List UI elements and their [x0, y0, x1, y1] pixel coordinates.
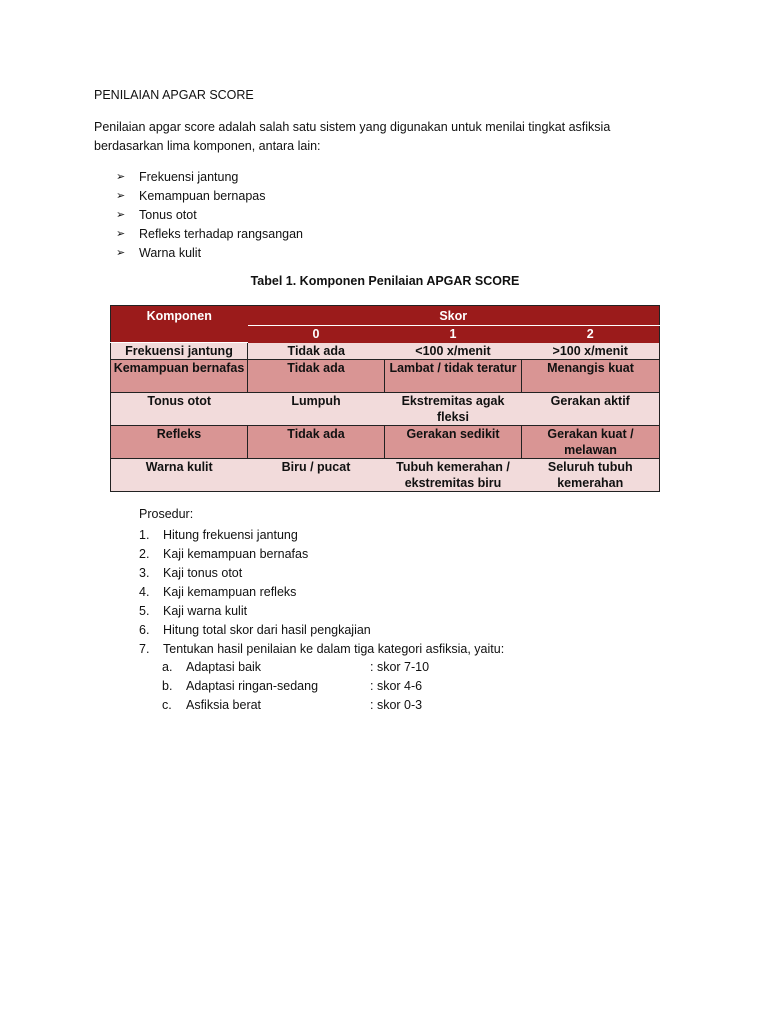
cell-score-1: Gerakan sedikit [385, 426, 522, 459]
intro-line-2: berdasarkan lima komponen, antara lain: [94, 139, 321, 153]
list-item: 1. Hitung frekuensi jantung [139, 528, 298, 542]
cell-component: Frekuensi jantung [111, 343, 248, 360]
procedure-steps [139, 526, 504, 659]
list-item: ➢ Warna kulit [116, 244, 303, 263]
arrow-bullet-icon: ➢ [116, 190, 126, 202]
table-caption: Tabel 1. Komponen Penilaian APGAR SCORE [250, 274, 520, 288]
table-row [111, 360, 660, 393]
cell-score-2: Gerakan kuat / melawan [522, 426, 660, 459]
component-list [116, 168, 303, 263]
list-item: ➢ Frekuensi jantung [116, 168, 303, 187]
arrow-bullet-icon: ➢ [116, 247, 126, 259]
cell-score-0: Lumpuh [248, 393, 385, 426]
list-item: 2. Kaji kemampuan bernafas [139, 547, 309, 561]
arrow-bullet-icon: ➢ [116, 209, 126, 221]
apgar-score-table [110, 305, 660, 492]
header-score-2: 2 [522, 325, 660, 342]
cell-score-2: >100 x/menit [522, 343, 660, 360]
cell-component: Kemampuan bernafas [111, 360, 248, 393]
intro-paragraph [94, 118, 674, 156]
intro-line-1: Penilaian apgar score adalah salah satu sistem yang digunakan untuk menilai tingkat asfiksia [94, 120, 611, 134]
cell-score-1: <100 x/menit [385, 343, 522, 360]
procedure-title: Prosedur: [139, 507, 194, 521]
header-score-1: 1 [385, 325, 522, 342]
cell-score-2: Seluruh tubuh kemerahan [522, 459, 660, 492]
cell-component: Tonus otot [111, 393, 248, 426]
list-item: 4. Kaji kemampuan refleks [139, 585, 297, 599]
cell-score-2: Menangis kuat [522, 360, 660, 393]
header-component: Komponen [111, 306, 248, 343]
list-item: 5. Kaji warna kulit [139, 604, 248, 618]
cell-score-0: Tidak ada [248, 426, 385, 459]
list-item: ➢ Tonus otot [116, 206, 303, 225]
arrow-bullet-icon: ➢ [116, 228, 126, 240]
list-item: 6. Hitung total skor dari hasil pengkajian [139, 623, 371, 637]
table-row [111, 393, 660, 426]
table-row [111, 343, 660, 360]
list-item: 3. Kaji tonus otot [139, 566, 243, 580]
table-row [111, 426, 660, 459]
header-score-0: 0 [248, 325, 385, 342]
list-item: ➢ Refleks terhadap rangsangan [116, 225, 303, 244]
cell-component: Refleks [111, 426, 248, 459]
cell-score-0: Biru / pucat [248, 459, 385, 492]
cell-score-2: Gerakan aktif [522, 393, 660, 426]
header-score: Skor [248, 306, 660, 326]
list-item: ➢ Kemampuan bernapas [116, 187, 303, 206]
table-row [111, 459, 660, 492]
arrow-bullet-icon: ➢ [116, 171, 126, 183]
document-title: PENILAIAN APGAR SCORE [94, 88, 254, 102]
cell-component: Warna kulit [111, 459, 248, 492]
cell-score-0: Tidak ada [248, 360, 385, 393]
cell-score-1: Tubuh kemerahan / ekstremitas biru [385, 459, 522, 492]
cell-score-1: Ekstremitas agak fleksi [385, 393, 522, 426]
cell-score-0: Tidak ada [248, 343, 385, 360]
cell-score-1: Lambat / tidak teratur [385, 360, 522, 393]
list-item: 7. Tentukan hasil penilaian ke dalam tiga kategori asfiksia, yaitu: [139, 642, 505, 656]
